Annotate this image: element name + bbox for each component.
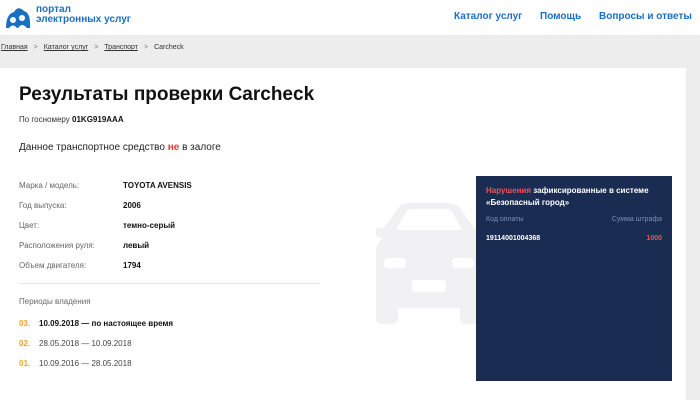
detail-label: Объем двигателя: (19, 261, 87, 270)
divider (19, 283, 320, 284)
period-number: 03. (19, 319, 31, 328)
plate-line (19, 115, 124, 124)
detail-value: 1794 (123, 261, 141, 270)
breadcrumb-transport[interactable]: Транспорт (104, 44, 138, 51)
violations-title-rest: зафиксированные в системе «Безопасный город» (486, 186, 649, 207)
detail-label: Марка / модель: (19, 181, 80, 190)
detail-value: TOYOTA AVENSIS (123, 181, 192, 190)
logo-line2: электронных услуг (36, 14, 131, 25)
breadcrumb-separator: > (143, 44, 149, 51)
status-negation: не (167, 142, 180, 153)
page-title: Результаты проверки Carcheck (19, 84, 315, 105)
detail-row (19, 201, 192, 221)
ownership-periods (19, 319, 173, 379)
detail-row (19, 241, 192, 261)
period-item (19, 319, 173, 339)
nav-faq[interactable]: Вопросы и ответы (599, 11, 692, 22)
plate-number: 01KG919AAA (72, 115, 124, 124)
result-card (0, 68, 686, 400)
ownership-periods-title: Периоды владения (19, 297, 91, 306)
detail-row (19, 221, 192, 241)
portal-logo[interactable] (5, 5, 131, 29)
detail-row (19, 261, 192, 281)
breadcrumb-home[interactable]: Главная (1, 44, 28, 51)
detail-value: левый (123, 241, 150, 250)
detail-label: Расположения руля: (19, 241, 95, 250)
payment-code: 19114001004368 (486, 235, 541, 242)
detail-label: Цвет: (19, 221, 40, 230)
detail-label: Год выпуска: (19, 201, 67, 210)
portal-logo-icon (5, 5, 31, 29)
column-header-code: Код оплаты (486, 216, 524, 223)
breadcrumb-separator: > (94, 44, 99, 51)
period-text: 28.05.2018 — 10.09.2018 (39, 339, 132, 348)
nav-catalog[interactable]: Каталог услуг (454, 11, 523, 22)
violations-panel (476, 176, 672, 381)
period-item (19, 359, 173, 379)
logo-line1: портал (36, 4, 71, 15)
period-number: 01. (19, 359, 31, 368)
status-text-before: Данное транспортное средство (19, 142, 165, 153)
breadcrumb-catalog[interactable]: Каталог услуг (43, 44, 89, 51)
site-header (0, 0, 700, 35)
column-header-sum: Сумма штрафа (611, 216, 662, 223)
period-text: 10.09.2016 — 28.05.2018 (39, 359, 132, 368)
status-text-after: в залоге (182, 142, 221, 153)
period-number: 02. (19, 339, 31, 348)
period-item (19, 339, 173, 359)
nav-help[interactable]: Помощь (540, 11, 582, 22)
breadcrumb-current: Carcheck (154, 44, 184, 51)
vehicle-details (19, 181, 192, 281)
fine-amount: 1000 (646, 235, 662, 242)
car-silhouette-icon (362, 200, 482, 330)
violations-title-highlight: Нарушения (486, 186, 531, 195)
breadcrumb (1, 44, 184, 51)
detail-row (19, 181, 192, 201)
detail-value: 2006 (123, 201, 141, 210)
plate-label: По госномеру (19, 115, 70, 124)
period-text: 10.09.2018 — по настоящее время (39, 319, 174, 328)
pledge-status (19, 142, 221, 153)
violations-title (486, 185, 664, 209)
breadcrumb-separator: > (33, 44, 38, 51)
detail-value: темно-серый (123, 221, 176, 230)
